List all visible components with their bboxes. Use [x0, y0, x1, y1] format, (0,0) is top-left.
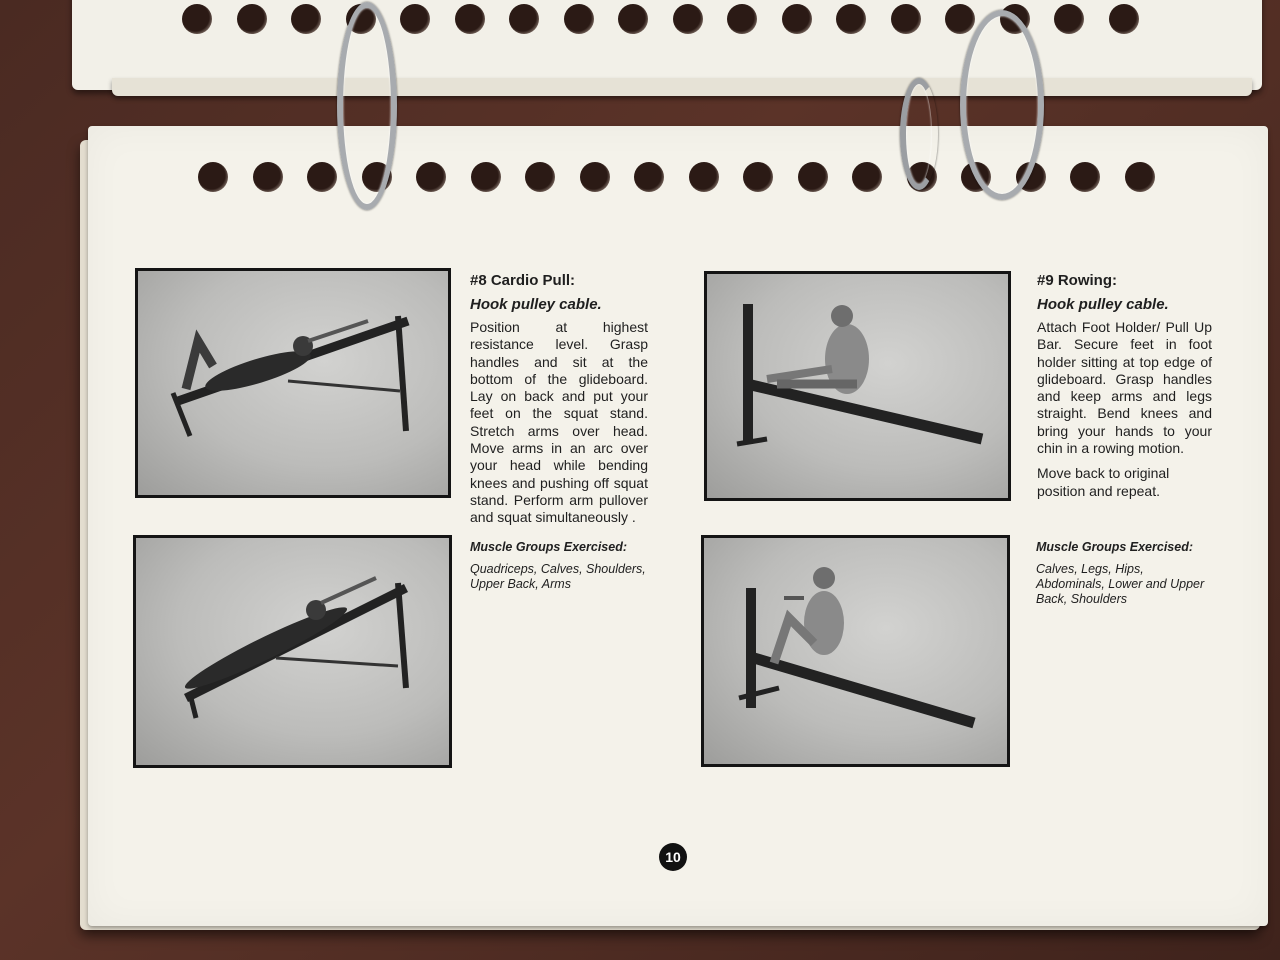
binding-hole [634, 162, 664, 192]
binding-hole [455, 4, 485, 34]
exercise-9-muscles [1036, 540, 1206, 607]
exercise-8-muscle-groups-label: Muscle Groups Exercised: [470, 540, 628, 554]
exercise-9-setup: Hook pulley cable. [1037, 296, 1169, 313]
binding-hole [1125, 162, 1155, 192]
binding-hole [1070, 162, 1100, 192]
binding-hole [198, 162, 228, 192]
binding-hole [618, 4, 648, 34]
binding-hole [525, 162, 555, 192]
binding-hole [852, 162, 882, 192]
binding-hole [307, 162, 337, 192]
binder-ring-left [337, 2, 397, 210]
binding-hole [727, 4, 757, 34]
exercise-9-muscle-groups: Calves, Legs, Hips, Abdominals, Lower and Upper Back, Shoulders [1036, 562, 1205, 606]
previous-page [72, 0, 1262, 90]
binding-hole [416, 162, 446, 192]
cardio-pull-start-photo [135, 268, 451, 498]
exercise-9-muscle-groups-label: Muscle Groups Exercised: [1036, 540, 1194, 554]
exercise-8-text [470, 272, 648, 527]
binding-hole [291, 4, 321, 34]
rowing-end-photo [701, 535, 1010, 767]
rowing-start-photo [704, 271, 1011, 501]
binding-hole [564, 4, 594, 34]
exercise-9-instructions: Attach Foot Holder/ Pull Up Bar. Secure feet in foot holder sitting at top edge of glideboard. Grasp handles and keep arms and legs straight. Bend knees and bring your hands to your chin in a rowing motion. [1037, 319, 1212, 457]
manual-page [88, 126, 1268, 926]
binding-hole [471, 162, 501, 192]
binder-ring-right [960, 10, 1044, 200]
binding-hole [1109, 4, 1139, 34]
exercise-8-muscle-groups: Quadriceps, Calves, Shoulders, Upper Back, Arms [470, 562, 646, 591]
exercise-8-instructions: Position at highest resistance level. Grasp handles and sit at the bottom of the glideboard. Lay on back and put your feet on the squat stand. Stretch arms over head. Move arms in an arc over your head while bending knees and pushing off squat stand. Perform arm pullover and squat simultaneously . [470, 319, 648, 526]
binding-hole [1054, 4, 1084, 34]
binding-hole [782, 4, 812, 34]
binding-hole [237, 4, 267, 34]
binding-hole [509, 4, 539, 34]
exercise-9-instructions-2: Move back to original position and repeat. [1037, 465, 1170, 499]
exercise-8-setup: Hook pulley cable. [470, 296, 602, 313]
cardio-pull-end-photo [133, 535, 452, 768]
binding-hole [580, 162, 610, 192]
previous-page-edge [112, 78, 1252, 96]
binding-hole [798, 162, 828, 192]
binding-hole [689, 162, 719, 192]
exercise-9-text [1037, 272, 1212, 500]
exercise-9-title: #9 Rowing: [1037, 272, 1118, 289]
binder-ring-right-back [900, 78, 938, 190]
exercise-8-muscles [470, 540, 670, 592]
binding-hole [743, 162, 773, 192]
binding-hole [253, 162, 283, 192]
page-number: 10 [659, 843, 687, 871]
binding-hole [891, 4, 921, 34]
binding-hole [182, 4, 212, 34]
binding-hole [400, 4, 430, 34]
binding-hole [673, 4, 703, 34]
exercise-8-title: #8 Cardio Pull: [470, 272, 576, 289]
binding-hole [945, 4, 975, 34]
binding-hole [836, 4, 866, 34]
